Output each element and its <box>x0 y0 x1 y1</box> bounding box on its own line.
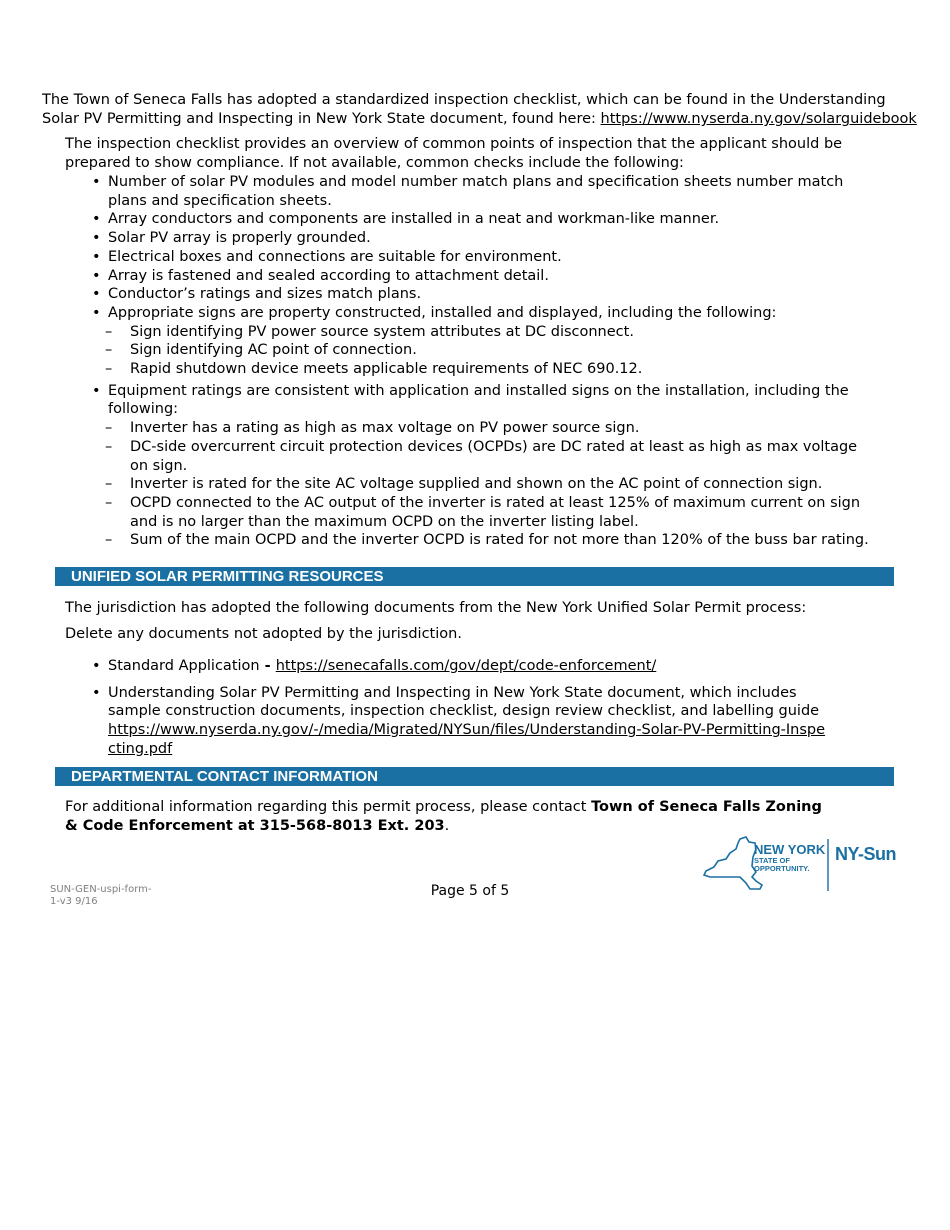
sublist-item: – DC-side overcurrent circuit protection devices (OCPDs) are DC rated at least as high as max voltage on sign. <box>90 438 870 475</box>
solar-guidebook-link[interactable]: https://www.nyserda.ny.gov/solarguidebook <box>600 111 917 127</box>
resources-paragraph: The jurisdiction has adopted the following documents from the New York Unified Solar Permit process: <box>65 600 807 616</box>
sublist-item: – Sum of the main OCPD and the inverter OCPD is rated for not more than 120% of the buss bar rating. <box>90 531 870 550</box>
list-item: • Equipment ratings are consistent with application and installed signs on the installation, including the following: – Inverter has a rating as high as max voltage on PV power source sign. – DC-side overcurrent circuit protection devices (OCPDs) are DC rated at least as high as max voltage on sign. – Inverter is rated for the site AC voltage supplied and shown on the AC point of connection sign. – OCPD connected to the AC output of the inverter is rated at least 125% of maximum current on sign and is no larger than the maximum OCPD on the inverter listing label. – Sum of the main OCPD and the inverter OCPD is rated for not more than 120% of the buss bar rating. <box>90 382 870 550</box>
logo-opportunity: OPPORTUNITY. <box>754 864 810 873</box>
contact-paragraph: For additional information regarding this permit process, please contact Town of Seneca Falls Zoning & Code Enforcement at 315-568-8013 Ext. 203. <box>65 799 822 834</box>
sublist-item: – Sign identifying PV power source system attributes at DC disconnect. <box>90 323 870 342</box>
logo-state-of: STATE OF <box>754 856 790 865</box>
list-item: • Solar PV array is properly grounded. <box>90 229 870 248</box>
resources-heading: UNIFIED SOLAR PERMITTING RESOURCES <box>55 567 894 586</box>
checklist-intro: The inspection checklist provides an overview of common points of inspection that the applicant should be prepared to show compliance. If not available, common checks include the following: <box>65 136 843 171</box>
sublist-item: – Sign identifying AC point of connection. <box>90 341 870 360</box>
sublist-item: – OCPD connected to the AC output of the inverter is rated at least 125% of maximum current on sign and is no larger than the maximum OCPD on the inverter listing label. <box>90 494 870 531</box>
list-item: • Array conductors and components are installed in a neat and workman-like manner. <box>90 210 870 229</box>
list-item: • Standard Application - https://senecafalls.com/gov/dept/code-enforcement/ <box>90 657 830 676</box>
sublist-item: – Inverter is rated for the site AC voltage supplied and shown on the AC point of connection sign. <box>90 475 870 494</box>
signs-sublist <box>108 323 870 379</box>
equipment-sublist <box>108 419 870 550</box>
ny-sun-logo <box>700 833 910 893</box>
contact-details: Town of Seneca Falls Zoning & Code Enforcement at 315-568-8013 Ext. 203 <box>65 799 822 834</box>
list-item: • Understanding Solar PV Permitting and Inspecting in New York State document, which includes sample construction documents, inspection checklist, design review checklist, and labelling guide https://www.nyserda.ny.gov/-/media/Migrated/NYSun/files/Understanding-Solar-PV-Permitting-Inspecting.pdf <box>90 684 830 759</box>
intro-text: The Town of Seneca Falls has adopted a standardized inspection checklist, which can be found in the Understanding Solar PV Permitting and Inspecting in New York State document, found here: <box>42 92 886 127</box>
resources-note: Delete any documents not adopted by the jurisdiction. <box>65 626 462 642</box>
logo-new-york: NEW YORK <box>754 842 826 857</box>
page-number: Page 5 of 5 <box>430 883 510 899</box>
list-item: • Array is fastened and sealed according to attachment detail. <box>90 267 870 286</box>
inspection-checklist <box>90 173 870 550</box>
sublist-item: – Inverter has a rating as high as max voltage on PV power source sign. <box>90 419 870 438</box>
list-item: • Number of solar PV modules and model number match plans and specification sheets number match plans and specification sheets. <box>90 173 870 210</box>
standard-application-link[interactable]: https://senecafalls.com/gov/dept/code-enforcement/ <box>275 658 657 674</box>
logo-ny-sun: NY-Sun <box>835 844 897 864</box>
list-item: • Appropriate signs are property constructed, installed and displayed, including the following: – Sign identifying PV power source system attributes at DC disconnect. – Sign identifying AC point of connection. – Rapid shutdown device meets applicable requirements of NEC 690.12. <box>90 304 870 379</box>
list-item: • Electrical boxes and connections are suitable for environment. <box>90 248 870 267</box>
list-item: • Conductor’s ratings and sizes match plans. <box>90 285 870 304</box>
intro-paragraph <box>42 91 922 129</box>
contact-heading: DEPARTMENTAL CONTACT INFORMATION <box>55 767 894 786</box>
adopted-documents-list <box>90 657 830 767</box>
form-code: SUN-GEN-uspi-form-1-v3 9/16 <box>50 884 152 907</box>
sublist-item: – Rapid shutdown device meets applicable requirements of NEC 690.12. <box>90 360 870 379</box>
understanding-solar-pdf-link[interactable]: https://www.nyserda.ny.gov/-/media/Migrated/NYSun/files/Understanding-Solar-PV-Permitting-Inspecting.pdf <box>108 722 826 757</box>
